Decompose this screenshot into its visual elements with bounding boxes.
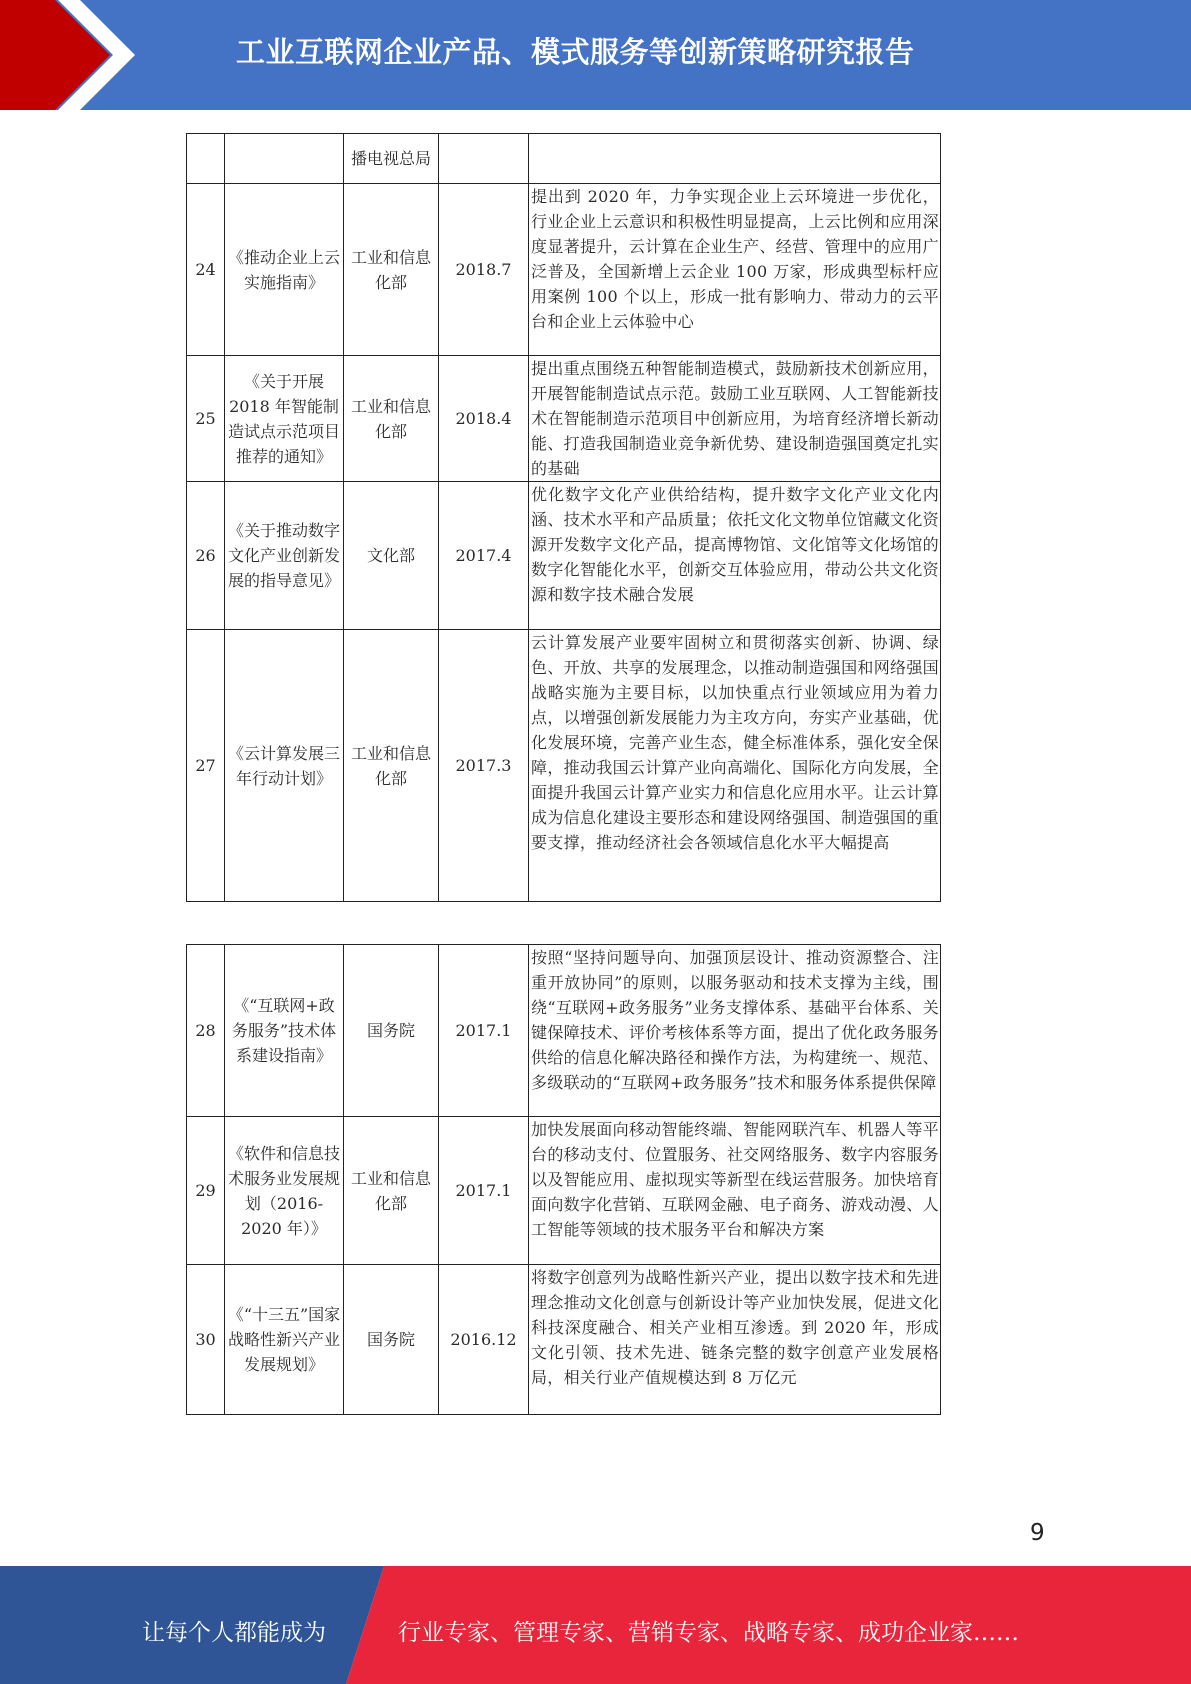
footer-slogan-right: 行业专家、管理专家、营销专家、战略专家、成功企业家……	[398, 1620, 1019, 1646]
policy-description: 云计算发展产业要牢固树立和贯彻落实创新、协调、绿色、开放、共享的发展理念，以推动制造强国和网络强国战略实施为主要目标，以加快重点行业领域应用为着力点，以增强创新发展能力为主攻方向，夯实产业基础，优化发展环境，完善产业生态，健全标准体系，强化安全保障，推动我国云计算产业向高端化、国际化方向发展，全面提升我国云计算产业实力和信息化应用水平。让云计算成为信息化建设主要形态和建设网络强国、制造强国的重要支撑，推动经济社会各领域信息化水平大幅提高	[529, 630, 941, 902]
policy-description: 提出重点围绕五种智能制造模式，鼓励新技术创新应用，开展智能制造试点示范。鼓励工业互联网、人工智能新技术在智能制造示范项目中创新应用，为培育经济增长新动能、打造我国制造业竞争新优势、建设制造强国奠定扎实的基础	[529, 356, 941, 482]
header-arrow-decoration	[0, 0, 150, 110]
policy-description: 按照“坚持问题导向、加强顶层设计、推动资源整合、注重开放协同”的原则，以服务驱动和技术支撑为主线，围绕“互联网+政务服务”业务支撑体系、基础平台体系、关键保障技术、评价考核体系等方面，提出了优化政务服务供给的信息化解决路径和操作方法，为构建统一、规范、多级联动的“互联网+政务服务”技术和服务体系提供保障	[529, 945, 941, 1117]
row-number: 25	[187, 356, 225, 482]
table-row	[187, 945, 941, 1117]
policy-name: 《推动企业上云实施指南》	[225, 184, 344, 356]
policy-description	[529, 134, 941, 184]
row-number	[187, 134, 225, 184]
issue-date: 2016.12	[439, 1265, 529, 1415]
issue-date: 2017.1	[439, 1117, 529, 1265]
row-number: 29	[187, 1117, 225, 1265]
policy-name: 《“互联网+政务服务”技术体系建设指南》	[225, 945, 344, 1117]
issuing-department: 文化部	[344, 482, 439, 630]
policy-name: 《“十三五”国家战略性新兴产业发展规划》	[225, 1265, 344, 1415]
policy-description: 提出到 2020 年，力争实现企业上云环境进一步优化，行业企业上云意识和积极性明显提高，上云比例和应用深度显著提升，云计算在企业生产、经营、管理中的应用广泛普及，全国新增上云企业 100 万家，形成典型标杆应用案例 100 个以上，形成一批有影响力、带动力的云平台和企业上云体验中心	[529, 184, 941, 356]
policy-table-part-1	[186, 133, 941, 902]
issuing-department: 工业和信息化部	[344, 356, 439, 482]
policy-description: 将数字创意列为战略性新兴产业，提出以数字技术和先进理念推动文化创意与创新设计等产业加快发展，促进文化科技深度融合、相关产业相互渗透。到 2020 年，形成文化引领、技术先进、链条完整的数字创意产业发展格局，相关行业产值规模达到 8 万亿元	[529, 1265, 941, 1415]
issuing-department: 工业和信息化部	[344, 1117, 439, 1265]
row-number: 28	[187, 945, 225, 1117]
page-number: 9	[1030, 1520, 1045, 1546]
issue-date	[439, 134, 529, 184]
issuing-department: 国务院	[344, 1265, 439, 1415]
policy-name: 《关于推动数字文化产业创新发展的指导意见》	[225, 482, 344, 630]
table-row	[187, 1117, 941, 1265]
policy-description: 加快发展面向移动智能终端、智能网联汽车、机器人等平台的移动支付、位置服务、社交网络服务、数字内容服务以及智能应用、虚拟现实等新型在线运营服务。加快培育面向数字化营销、互联网金融、电子商务、游戏动漫、人工智能等领域的技术服务平台和解决方案	[529, 1117, 941, 1265]
row-number: 24	[187, 184, 225, 356]
table-row	[187, 630, 941, 902]
footer-slogan-left: 让每个人都能成为	[142, 1620, 326, 1646]
policy-description: 优化数字文化产业供给结构，提升数字文化产业文化内涵、技术水平和产品质量；依托文化文物单位馆藏文化资源开发数字文化产品，提高博物馆、文化馆等文化场馆的数字化智能化水平，创新交互体验应用，带动公共文化资源和数字技术融合发展	[529, 482, 941, 630]
row-number: 26	[187, 482, 225, 630]
table-row	[187, 184, 941, 356]
issuing-department: 工业和信息化部	[344, 184, 439, 356]
page-header	[0, 0, 1191, 110]
issue-date: 2017.3	[439, 630, 529, 902]
issue-date: 2017.4	[439, 482, 529, 630]
policy-name	[225, 134, 344, 184]
table-row	[187, 482, 941, 630]
table-row	[187, 1265, 941, 1415]
issuing-department: 国务院	[344, 945, 439, 1117]
table-row	[187, 134, 941, 184]
issue-date: 2017.1	[439, 945, 529, 1117]
row-number: 27	[187, 630, 225, 902]
policy-name: 《软件和信息技术服务业发展规划（2016-2020 年）》	[225, 1117, 344, 1265]
report-title: 工业互联网企业产品、模式服务等创新策略研究报告	[236, 35, 915, 69]
issue-date: 2018.4	[439, 356, 529, 482]
issue-date: 2018.7	[439, 184, 529, 356]
policy-table-part-2	[186, 944, 941, 1415]
issuing-department: 工业和信息化部	[344, 630, 439, 902]
table-row	[187, 356, 941, 482]
policy-name: 《关于开展 2018 年智能制造试点示范项目推荐的通知》	[225, 356, 344, 482]
row-number: 30	[187, 1265, 225, 1415]
issuing-department: 播电视总局	[344, 134, 439, 184]
policy-name: 《云计算发展三年行动计划》	[225, 630, 344, 902]
